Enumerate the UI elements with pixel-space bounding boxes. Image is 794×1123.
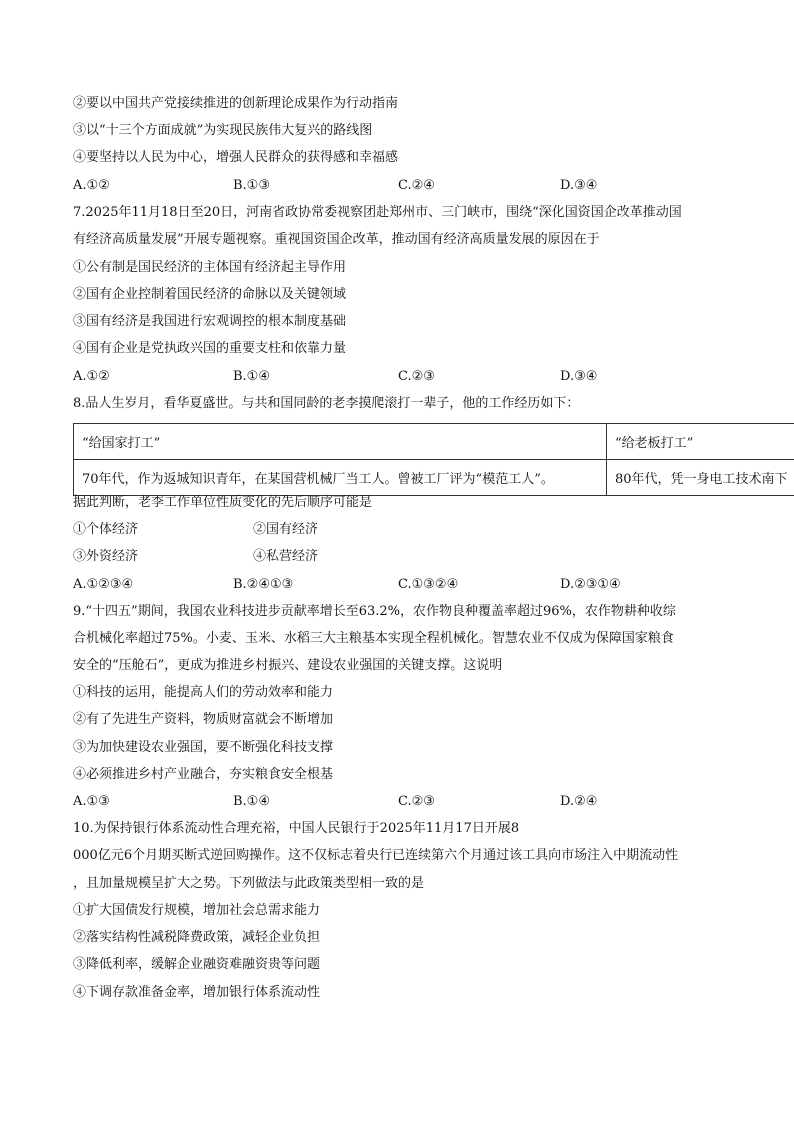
table-header-cell: “给老板打工” — [607, 424, 794, 460]
q8-option-a: A.①②③④ — [73, 577, 134, 592]
q7-stem-line-1: 7.2025年11月18日至20日，河南省政协常委视察团赴郑州市、三门峡市，围绕“深化国资国企改革推动国 — [73, 205, 682, 220]
q8-choice-1: ①个体经济 — [73, 522, 139, 537]
q6-statement-4: ④要坚持以人民为中心，增强人民群众的获得感和幸福感 — [73, 150, 399, 165]
q6-options — [73, 177, 733, 195]
q8-choice-4: ④私营经济 — [253, 549, 319, 564]
q9-statement-2: ②有了先进生产资料，物质财富就会不断增加 — [73, 712, 334, 727]
q9-options — [73, 793, 733, 811]
q7-option-a: A.①② — [73, 369, 110, 384]
q9-option-c: C.②③ — [398, 794, 435, 809]
q7-statement-2: ②国有企业控制着国民经济的命脉以及关键领域 — [73, 287, 347, 302]
q9-option-a: A.①③ — [73, 794, 110, 809]
q9-stem-line-3: 安全的“压舱石”，更成为推进乡村振兴、建设农业强国的关键支撑。这说明 — [73, 658, 503, 673]
q10-statement-2: ②落实结构性减税降费政策，减轻企业负担 — [73, 930, 321, 945]
q6-option-a: A.①② — [73, 178, 110, 193]
q10-stem-line-3: ，且加量规模呈扩大之势。下列做法与此政策类型相一致的是 — [73, 876, 425, 891]
table-cell: 80年代，凭一身电工技术南下 — [607, 460, 794, 496]
q6-option-c: C.②④ — [398, 178, 435, 193]
q7-stem-line-2: 有经济高质量发展”开展专题视察。重视国资国企改革，推动国有经济高质量发展的原因在于 — [73, 232, 600, 247]
q7-option-c: C.②③ — [398, 369, 435, 384]
q9-stem-line-2: 合机械化率超过75%。小麦、玉米、水稻三大主粮基本实现全程机械化。智慧农业不仅成为保障国家粮食 — [73, 631, 674, 646]
q6-option-b: B.①③ — [233, 178, 270, 193]
q8-option-d: D.②③①④ — [560, 577, 621, 592]
q7-option-d: D.③④ — [560, 369, 598, 384]
q7-options — [73, 368, 733, 386]
q9-stem-line-1: 9.“十四五”期间，我国农业科技进步贡献率增长至63.2%，农作物良种覆盖率超过96%，农作物耕种收综 — [73, 604, 676, 619]
q7-option-b: B.①④ — [233, 369, 270, 384]
q8-choice-pair-1 — [73, 521, 473, 539]
q10-statement-3: ③降低利率，缓解企业融资难融资贵等问题 — [73, 957, 321, 972]
q8-choice-3: ③外资经济 — [73, 549, 139, 564]
q6-statement-2: ②要以中国共产党接续推进的创新理论成果作为行动指南 — [73, 96, 399, 111]
q9-statement-3: ③为加快建设农业强国，要不断强化科技支撑 — [73, 740, 334, 755]
q6-statement-3: ③以“十三个方面成就”为实现民族伟大复兴的路线图 — [73, 123, 373, 138]
q9-statement-1: ①科技的运用，能提高人们的劳动效率和能力 — [73, 685, 334, 700]
q6-option-d: D.③④ — [560, 178, 598, 193]
table-cell: 70年代，作为返城知识青年，在某国营机械厂当工人。曾被工厂评为“模范工人”。 — [74, 460, 607, 496]
q10-stem-line-2: 000亿元6个月期买断式逆回购操作。这不仅标志着央行已连续第六个月通过该工具向市场注入中期流动性 — [73, 848, 679, 863]
q8-after-table: 据此判断，老李工作单位性质变化的先后顺序可能是 — [73, 495, 373, 510]
q8-choice-pair-2 — [73, 548, 473, 566]
q8-stem: 8.品人生岁月，看华夏盛世。与共和国同龄的老李摸爬滚打一辈子，他的工作经历如下： — [73, 396, 580, 411]
q8-option-c: C.①③②④ — [398, 577, 459, 592]
q8-options — [73, 576, 733, 594]
q10-stem-line-1: 10.为保持银行体系流动性合理充裕，中国人民银行于2025年11月17日开展8 — [73, 821, 520, 836]
table-header-cell: “给国家打工” — [74, 424, 607, 460]
q8-option-b: B.②④①③ — [233, 577, 294, 592]
q10-statement-1: ①扩大国债发行规模，增加社会总需求能力 — [73, 903, 321, 918]
q7-statement-1: ①公有制是国民经济的主体国有经济起主导作用 — [73, 260, 347, 275]
q9-option-b: B.①④ — [233, 794, 270, 809]
q8-choice-2: ②国有经济 — [253, 522, 319, 537]
q9-option-d: D.②④ — [560, 794, 598, 809]
table-header-row — [74, 424, 794, 460]
q10-statement-4: ④下调存款准备金率，增加银行体系流动性 — [73, 985, 321, 1000]
q9-statement-4: ④必须推进乡村产业融合，夯实粮食安全根基 — [73, 767, 334, 782]
table-row — [74, 460, 794, 496]
q7-statement-4: ④国有企业是党执政兴国的重要支柱和依靠力量 — [73, 341, 347, 356]
work-history-table — [73, 423, 794, 496]
q7-statement-3: ③国有经济是我国进行宏观调控的根本制度基础 — [73, 314, 347, 329]
